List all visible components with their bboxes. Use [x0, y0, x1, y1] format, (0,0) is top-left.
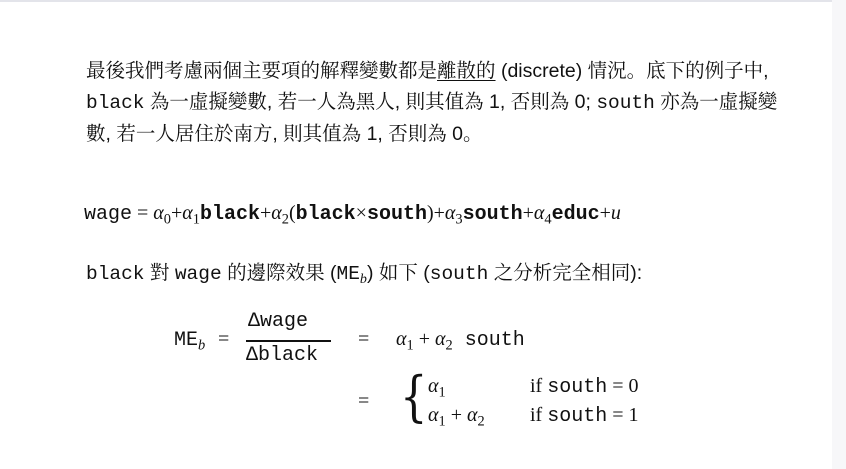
sub-1: 1	[438, 413, 446, 430]
equals: =	[358, 390, 370, 412]
intro-paragraph	[86, 56, 786, 150]
plus: +	[171, 202, 183, 224]
rhs-line-1	[396, 328, 525, 352]
marginal-effect-sentence	[86, 257, 643, 288]
text: 對	[144, 262, 175, 284]
case-1-value	[428, 375, 446, 401]
sub-4: 4	[544, 211, 552, 228]
paren-close: )	[426, 202, 434, 224]
var-south: south	[452, 329, 525, 352]
me: ME	[174, 329, 199, 352]
alpha-4: α	[533, 202, 545, 224]
intro-text-2: (discrete) 情況。底下的例子中,	[495, 60, 769, 82]
sub-1: 1	[438, 384, 446, 401]
alpha-1: α	[428, 404, 439, 426]
plus: +	[413, 328, 435, 350]
text: 的邊際效果 (	[221, 262, 337, 284]
alpha-2: α	[271, 202, 282, 224]
times: ×	[355, 202, 367, 224]
eq-south: south	[366, 203, 427, 226]
alpha-2: α	[434, 328, 446, 350]
if: if	[530, 375, 548, 397]
sub-2: 2	[281, 211, 289, 228]
value: = 0	[607, 375, 639, 397]
right-margin-strip	[832, 0, 846, 469]
eq-black-2: black	[295, 203, 356, 226]
eq-south-2: south	[462, 203, 523, 226]
var-me: ME	[336, 263, 360, 285]
var-black: black	[86, 92, 145, 114]
intro-text-4: 亦為一虛擬變數, 若一人居住於南方, 則其值為 1, 否則為 0。	[86, 91, 778, 145]
discrete-underlined-term: 離散的	[437, 60, 496, 82]
case-1-condition	[530, 375, 639, 399]
equals: =	[218, 328, 230, 350]
intro-text-3: 為一虛擬變數, 若一人為黑人, 則其值為 1, 否則為 0;	[144, 91, 597, 113]
sub-2: 2	[477, 413, 485, 430]
alpha-0: α	[153, 202, 164, 224]
text: 之分析完全相同):	[488, 262, 643, 284]
sub-1: 1	[406, 337, 414, 354]
var-south: south	[429, 263, 489, 285]
eq-educ: educ	[551, 203, 600, 226]
sub-0: 0	[163, 211, 171, 228]
eq-black: black	[199, 203, 260, 226]
eq-equals: =	[132, 202, 154, 224]
top-divider	[0, 0, 832, 2]
var-south: south	[547, 376, 608, 399]
plus: +	[445, 404, 467, 426]
value: = 1	[607, 404, 639, 426]
sub-b: b	[198, 337, 206, 354]
plus: +	[433, 202, 445, 224]
if: if	[530, 404, 548, 426]
sub-2: 2	[445, 337, 453, 354]
alpha-3: α	[444, 202, 456, 224]
sub-1: 1	[192, 211, 200, 228]
alpha-2: α	[466, 404, 478, 426]
alpha-1: α	[396, 328, 407, 350]
var-black: black	[86, 263, 145, 285]
error-u: u	[610, 202, 621, 224]
sub-b: b	[359, 271, 367, 288]
plus: +	[522, 202, 534, 224]
alpha-1: α	[428, 375, 439, 397]
left-brace: {	[400, 365, 428, 428]
intro-text-1: 最後我們考慮兩個主要項的解釋變數都是	[86, 60, 438, 82]
case-2-value	[428, 404, 485, 430]
wage-equation	[84, 202, 621, 226]
var-wage: wage	[174, 263, 222, 285]
plus: +	[260, 202, 272, 224]
plus: +	[599, 202, 611, 224]
sub-3: 3	[455, 211, 463, 228]
fraction-bar	[246, 340, 331, 342]
alpha-1: α	[182, 202, 193, 224]
case-2-condition	[530, 404, 639, 428]
equals: =	[358, 328, 370, 350]
var-south: south	[547, 405, 608, 428]
paren-open: (	[288, 202, 296, 224]
denominator-delta-black: Δblack	[246, 344, 319, 367]
var-south: south	[596, 92, 655, 114]
eq-wage: wage	[84, 203, 133, 226]
numerator-delta-wage: Δwage	[248, 310, 309, 333]
text: ) 如下 (	[366, 262, 430, 284]
me-lhs	[174, 328, 205, 352]
